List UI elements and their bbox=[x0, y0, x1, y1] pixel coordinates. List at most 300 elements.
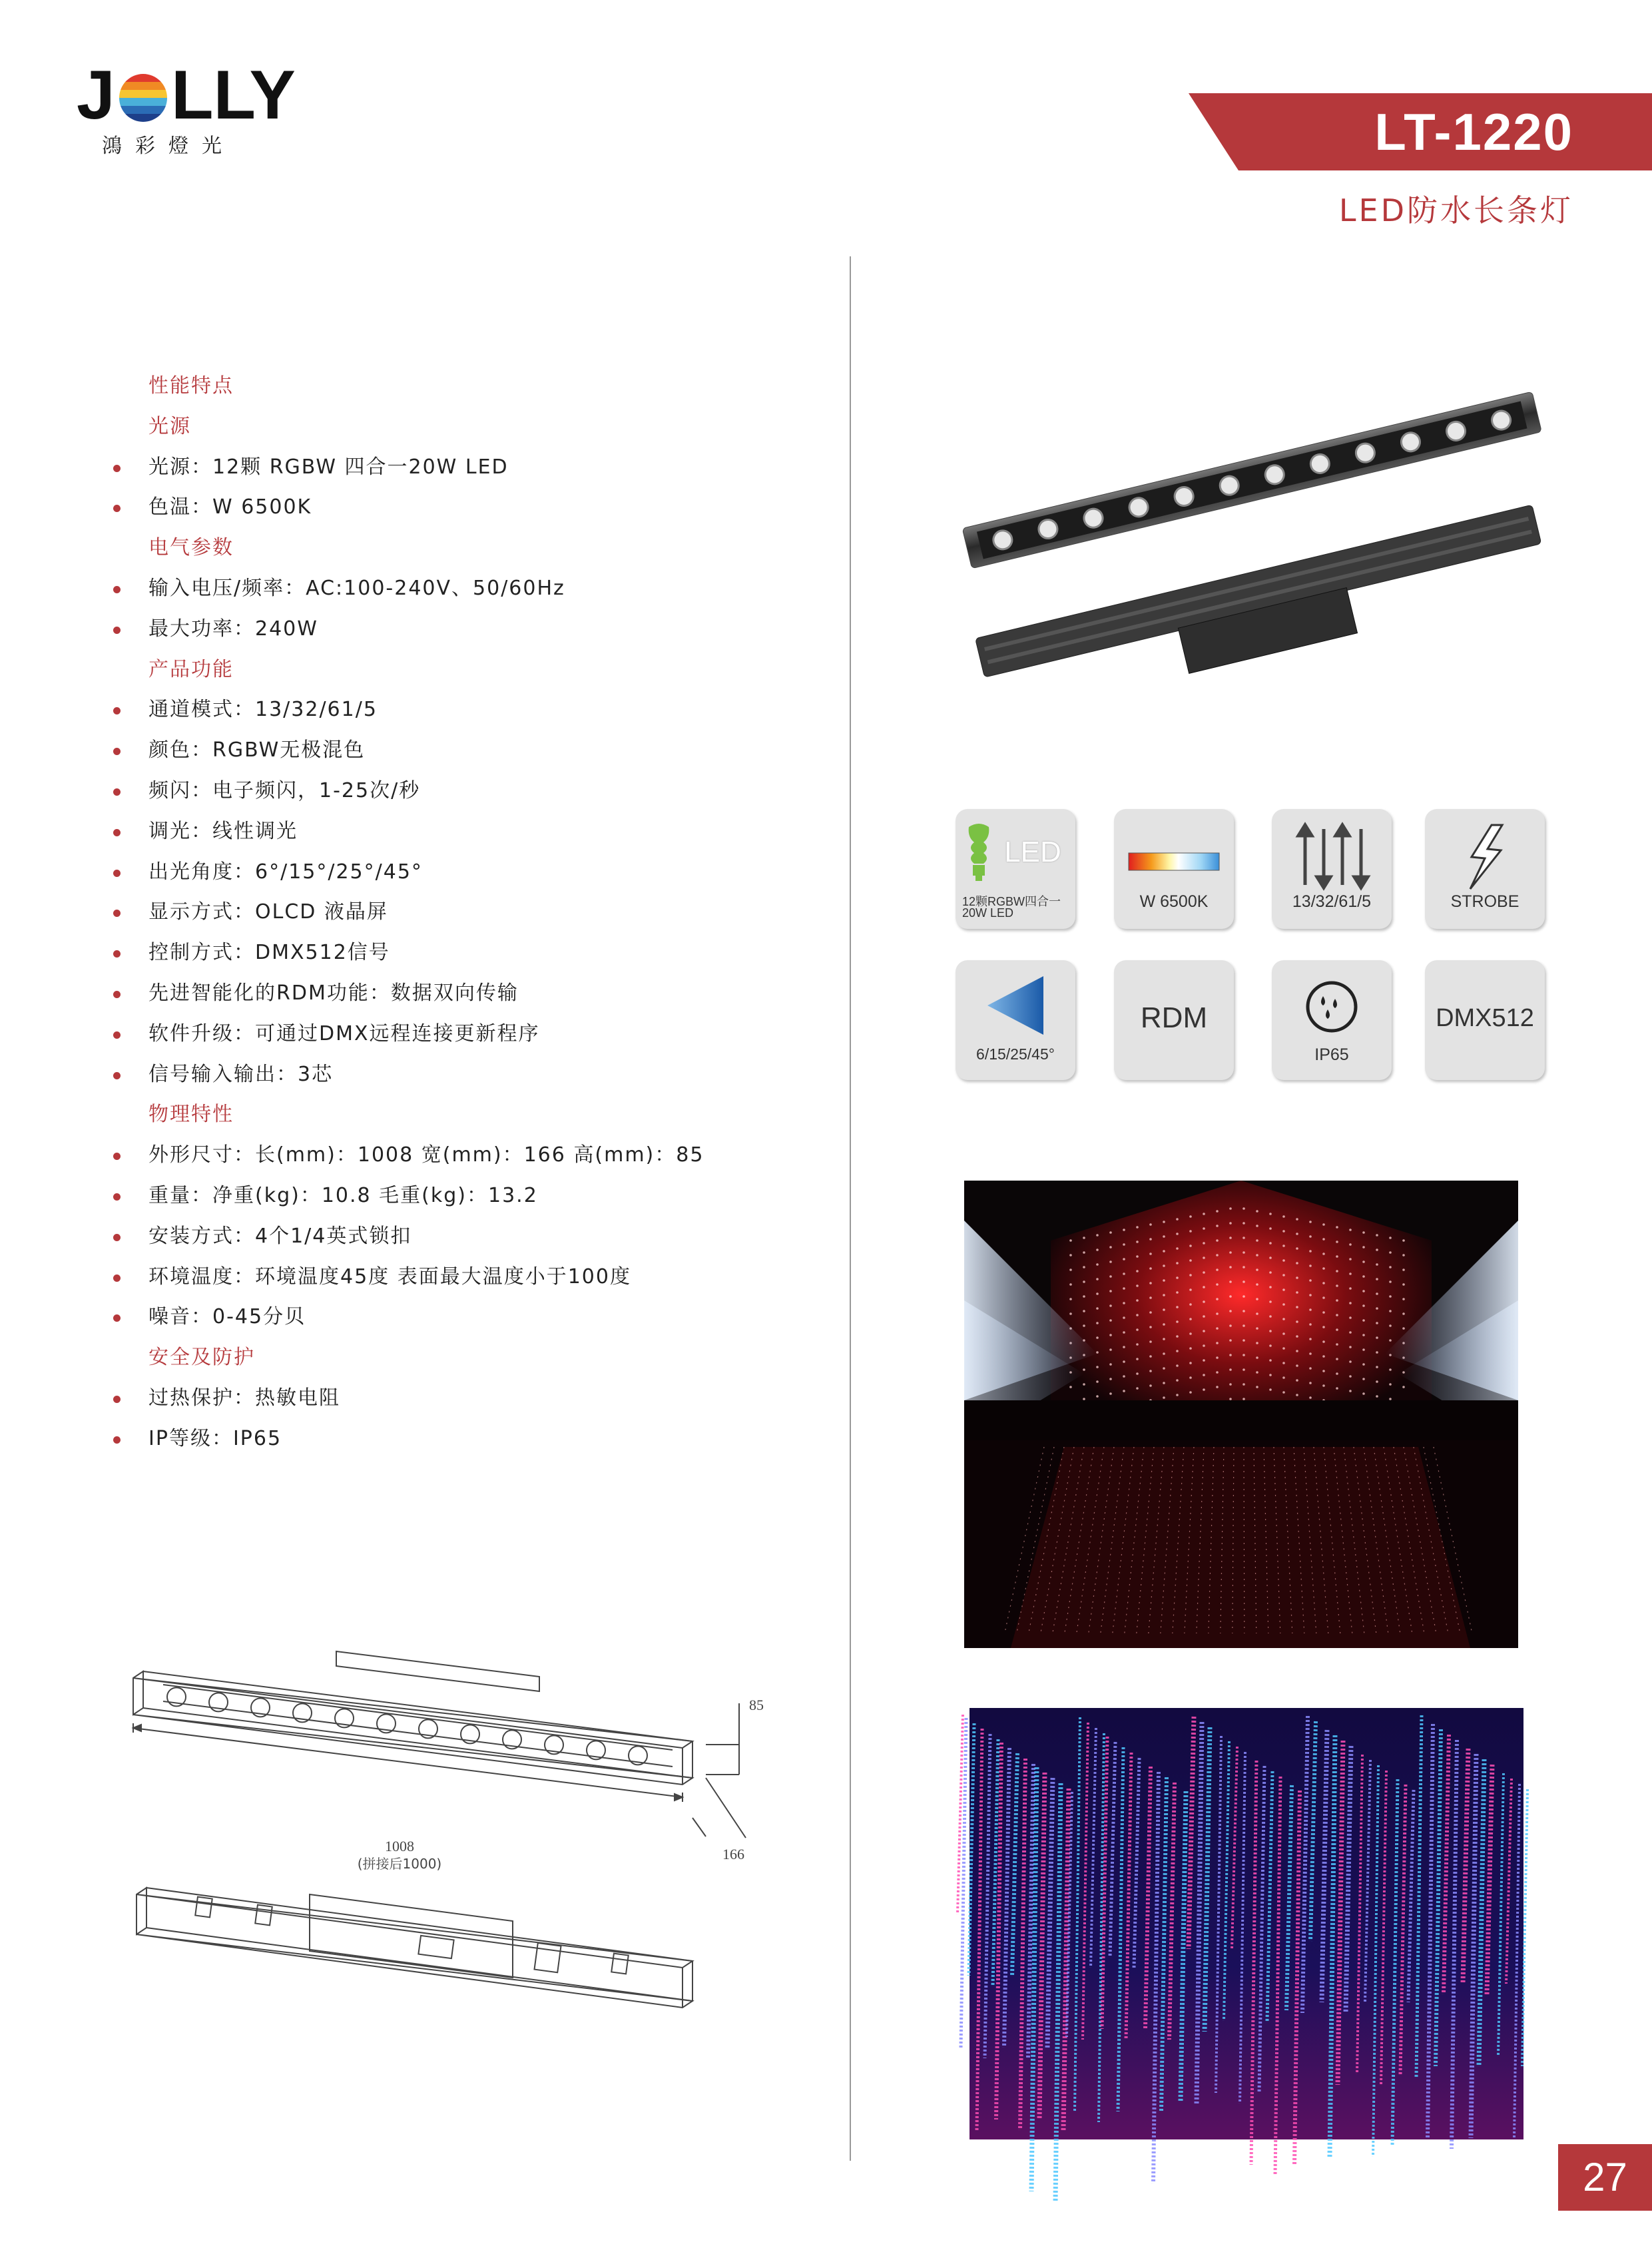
led-dot bbox=[1349, 1258, 1352, 1261]
led-dot bbox=[1229, 1222, 1232, 1225]
spec-item bbox=[113, 690, 832, 730]
led-dot bbox=[1309, 1382, 1312, 1384]
led-dot bbox=[1389, 1251, 1392, 1254]
led-dot bbox=[1176, 1247, 1179, 1250]
spec-item bbox=[113, 812, 832, 852]
led-dot bbox=[1269, 1286, 1272, 1288]
spec-text: 光源：12颗 RGBW 四合一20W LED bbox=[148, 455, 509, 479]
led-dot bbox=[1203, 1359, 1205, 1362]
vertical-divider bbox=[850, 256, 851, 2161]
led-dot bbox=[1096, 1234, 1099, 1237]
spec-section-heading bbox=[113, 407, 832, 447]
led-tube bbox=[958, 1715, 963, 1914]
led-dot bbox=[1176, 1364, 1179, 1367]
led-dot bbox=[1109, 1378, 1112, 1380]
led-dot bbox=[1296, 1394, 1298, 1396]
led-dot bbox=[1402, 1327, 1405, 1330]
spec-item bbox=[113, 852, 832, 893]
led-dot bbox=[1336, 1270, 1338, 1272]
led-dot bbox=[1296, 1291, 1298, 1294]
led-dot bbox=[1389, 1295, 1392, 1298]
led-dot bbox=[1109, 1275, 1112, 1278]
led-dot bbox=[1296, 1379, 1298, 1382]
led-dot bbox=[1069, 1239, 1072, 1242]
led-dot bbox=[1189, 1391, 1192, 1394]
led-dot bbox=[1176, 1276, 1179, 1279]
led-dot bbox=[1216, 1342, 1219, 1344]
spec-text: 噪音：0-45分贝 bbox=[148, 1305, 306, 1329]
led-dot bbox=[1242, 1251, 1245, 1254]
led-dot bbox=[1163, 1221, 1165, 1223]
bullet-icon bbox=[113, 1193, 121, 1201]
waterproof-icon bbox=[1305, 980, 1358, 1033]
led-source-icon-card bbox=[956, 809, 1075, 929]
led-dot bbox=[1176, 1233, 1179, 1235]
led-dot bbox=[1203, 1213, 1205, 1215]
led-dot bbox=[1269, 1227, 1272, 1230]
led-dot bbox=[1402, 1386, 1405, 1388]
spec-text: IP等级：IP65 bbox=[148, 1426, 282, 1450]
spec-item bbox=[113, 1419, 832, 1460]
led-dot bbox=[1242, 1266, 1245, 1268]
spec-text: 出光角度：6°/15°/25°/45° bbox=[148, 860, 423, 884]
bullet-icon bbox=[113, 505, 121, 512]
led-dot bbox=[1203, 1227, 1205, 1230]
led-dot bbox=[1136, 1299, 1139, 1302]
led-line2-label: 20W LED bbox=[962, 906, 1014, 920]
spec-text: 信号输入输出：3芯 bbox=[148, 1062, 334, 1086]
led-dot bbox=[1123, 1390, 1125, 1392]
led-dot bbox=[1229, 1324, 1232, 1327]
led-dot bbox=[1229, 1383, 1232, 1386]
led-dot bbox=[1229, 1251, 1232, 1254]
led-dot bbox=[1083, 1383, 1085, 1386]
led-dot bbox=[1083, 1295, 1085, 1298]
led-dot bbox=[1229, 1295, 1232, 1298]
led-dot bbox=[1083, 1324, 1085, 1327]
led-dot bbox=[1203, 1271, 1205, 1274]
led-dot bbox=[1163, 1250, 1165, 1253]
led-dot bbox=[1349, 1272, 1352, 1275]
led-dot bbox=[1282, 1259, 1285, 1262]
logo-sun-icon bbox=[117, 74, 170, 122]
led-dot bbox=[1349, 1375, 1352, 1378]
led-dot bbox=[1189, 1274, 1192, 1276]
bullet-icon bbox=[113, 1396, 121, 1403]
led-dot bbox=[1149, 1355, 1152, 1358]
led-dot bbox=[1296, 1233, 1298, 1235]
led-dot bbox=[1269, 1330, 1272, 1332]
led-dot bbox=[1362, 1275, 1365, 1278]
spec-item bbox=[113, 1378, 832, 1419]
spec-section-heading bbox=[113, 1095, 832, 1135]
height-dimension: 85 bbox=[749, 1697, 764, 1713]
led-dot bbox=[1163, 1308, 1165, 1311]
led-dot bbox=[1296, 1306, 1298, 1308]
spec-text: 控制方式：DMX512信号 bbox=[148, 941, 390, 965]
led-dot bbox=[1282, 1230, 1285, 1233]
led-dot bbox=[1376, 1366, 1378, 1368]
rdm-label: RDM bbox=[1140, 1001, 1208, 1034]
spec-item bbox=[113, 1014, 832, 1055]
spec-text: 性能特点 bbox=[148, 374, 234, 398]
led-dot bbox=[1376, 1263, 1378, 1266]
led-dot bbox=[1109, 1304, 1112, 1307]
channel-arrows-icon bbox=[1296, 824, 1369, 890]
led-dot bbox=[1242, 1295, 1245, 1298]
led-dot bbox=[1229, 1339, 1232, 1342]
led-dot bbox=[1136, 1226, 1139, 1229]
page-number: 27 bbox=[1583, 2155, 1627, 2199]
led-dot bbox=[1269, 1213, 1272, 1215]
led-dot bbox=[1176, 1350, 1179, 1352]
led-dot bbox=[1349, 1316, 1352, 1319]
logo-chinese-name: 鴻彩燈光 bbox=[102, 135, 235, 158]
led-dot bbox=[1256, 1371, 1258, 1374]
led-dot bbox=[1322, 1296, 1325, 1299]
model-number: LT-1220 bbox=[1374, 103, 1573, 161]
spec-item bbox=[113, 569, 832, 609]
led-dot bbox=[1229, 1354, 1232, 1356]
led-dot bbox=[1242, 1207, 1245, 1210]
led-dot bbox=[1163, 1235, 1165, 1238]
led-dot bbox=[1322, 1311, 1325, 1314]
led-dot bbox=[1269, 1271, 1272, 1274]
led-dot bbox=[1242, 1354, 1245, 1356]
spec-item bbox=[113, 730, 832, 771]
strobe-label: STROBE bbox=[1450, 892, 1519, 911]
ip-rating-label: IP65 bbox=[1314, 1045, 1349, 1064]
led-dot bbox=[1069, 1298, 1072, 1300]
led-dot bbox=[1083, 1310, 1085, 1312]
led-dot bbox=[1376, 1307, 1378, 1310]
led-dot bbox=[1123, 1360, 1125, 1363]
led-dot bbox=[1109, 1231, 1112, 1234]
bullet-icon bbox=[113, 788, 121, 796]
led-dot bbox=[1402, 1268, 1405, 1271]
led-dot bbox=[1256, 1210, 1258, 1213]
led-dot bbox=[1203, 1242, 1205, 1245]
led-dot bbox=[1189, 1230, 1192, 1233]
bullet-icon bbox=[113, 465, 121, 472]
led-dot bbox=[1296, 1320, 1298, 1323]
spec-item bbox=[113, 1297, 832, 1338]
bullet-icon bbox=[113, 1274, 121, 1282]
led-dot bbox=[1176, 1379, 1179, 1382]
led-dot bbox=[1336, 1358, 1338, 1360]
led-dot bbox=[1136, 1241, 1139, 1243]
spec-item bbox=[113, 892, 832, 933]
led-dot bbox=[1123, 1272, 1125, 1275]
led-dot bbox=[1136, 1255, 1139, 1258]
led-dot bbox=[1069, 1312, 1072, 1315]
led-dot bbox=[1163, 1396, 1165, 1399]
led-dot bbox=[1349, 1229, 1352, 1231]
led-dot bbox=[1376, 1234, 1378, 1237]
led-dot bbox=[1189, 1245, 1192, 1247]
led-dot bbox=[1322, 1340, 1325, 1343]
led-dot bbox=[1096, 1249, 1099, 1251]
led-dot bbox=[1123, 1302, 1125, 1304]
led-dot bbox=[1322, 1238, 1325, 1241]
led-dot bbox=[1309, 1294, 1312, 1296]
led-dot bbox=[1149, 1296, 1152, 1299]
led-dot bbox=[1242, 1237, 1245, 1239]
led-dot bbox=[1269, 1374, 1272, 1376]
led-dot bbox=[1242, 1339, 1245, 1342]
led-dot bbox=[1282, 1391, 1285, 1394]
spec-text: 调光：线性调光 bbox=[148, 819, 298, 843]
led-dot bbox=[1149, 1340, 1152, 1343]
led-dot bbox=[1163, 1264, 1165, 1267]
led-dot bbox=[1349, 1287, 1352, 1290]
color-temp-icon-card bbox=[1114, 809, 1234, 929]
led-line1-label: 12颗RGBW四合一 bbox=[962, 895, 1061, 908]
led-dot bbox=[1096, 1278, 1099, 1280]
lightning-icon bbox=[1458, 824, 1512, 890]
led-dot bbox=[1203, 1286, 1205, 1288]
led-dot bbox=[1282, 1318, 1285, 1320]
bullet-icon bbox=[113, 627, 121, 634]
led-dot bbox=[1203, 1330, 1205, 1332]
led-dot bbox=[1229, 1266, 1232, 1268]
color-temp-label: W 6500K bbox=[1139, 892, 1209, 911]
led-dot bbox=[1256, 1327, 1258, 1330]
led-dot bbox=[1216, 1210, 1219, 1213]
led-dot bbox=[1402, 1283, 1405, 1286]
spec-text: 环境温度：环境温度45度 表面最大温度小于100度 bbox=[148, 1264, 631, 1288]
led-dot bbox=[1069, 1268, 1072, 1271]
spec-text: 输入电压/频率：AC:100-240V、50/60Hz bbox=[148, 576, 565, 600]
spec-text: 物理特性 bbox=[148, 1103, 234, 1127]
led-dot bbox=[1282, 1274, 1285, 1276]
led-dot bbox=[1149, 1370, 1152, 1372]
led-dot bbox=[1402, 1254, 1405, 1257]
spec-section-heading bbox=[113, 528, 832, 569]
led-dot bbox=[1349, 1360, 1352, 1363]
led-dot bbox=[1229, 1207, 1232, 1210]
spec-item bbox=[113, 609, 832, 650]
led-dot bbox=[1109, 1246, 1112, 1249]
led-dot bbox=[1109, 1290, 1112, 1292]
length-note: (拼接后1000) bbox=[357, 1856, 442, 1872]
svg-text:J: J bbox=[77, 57, 115, 134]
spec-item bbox=[113, 487, 832, 528]
led-dot bbox=[1149, 1223, 1152, 1226]
led-dot bbox=[1163, 1352, 1165, 1355]
bullet-icon bbox=[113, 1031, 121, 1039]
led-dot bbox=[1362, 1334, 1365, 1336]
led-dot bbox=[1282, 1245, 1285, 1247]
led-dot bbox=[1203, 1344, 1205, 1347]
led-dot bbox=[1402, 1312, 1405, 1315]
led-dot bbox=[1109, 1348, 1112, 1351]
led-dot bbox=[1269, 1300, 1272, 1303]
spec-list bbox=[113, 366, 832, 1460]
led-big-label: LED bbox=[1004, 836, 1061, 868]
led-dot bbox=[1176, 1262, 1179, 1264]
led-dot bbox=[1136, 1284, 1139, 1287]
channel-mode-label: 13/32/61/5 bbox=[1292, 892, 1372, 911]
led-dot bbox=[1296, 1364, 1298, 1367]
led-dot bbox=[1389, 1368, 1392, 1371]
bullet-icon bbox=[113, 586, 121, 593]
spec-text: 过热保护：热敏电阻 bbox=[148, 1386, 340, 1410]
spec-text: 电气参数 bbox=[148, 536, 234, 560]
led-dot bbox=[1123, 1287, 1125, 1290]
spec-item bbox=[113, 771, 832, 812]
led-dot bbox=[1069, 1386, 1072, 1388]
led-dot bbox=[1189, 1318, 1192, 1320]
bullet-icon bbox=[113, 1314, 121, 1322]
led-dot bbox=[1109, 1261, 1112, 1263]
ip-rating-icon-card bbox=[1272, 960, 1392, 1080]
led-dot bbox=[1109, 1319, 1112, 1322]
led-dot bbox=[1189, 1347, 1192, 1350]
led-dot bbox=[1136, 1314, 1139, 1316]
length-dimension: 1008 bbox=[385, 1838, 414, 1854]
led-dot bbox=[1256, 1283, 1258, 1286]
led-dot bbox=[1216, 1327, 1219, 1330]
led-dot bbox=[1229, 1310, 1232, 1312]
led-dot bbox=[1096, 1292, 1099, 1295]
led-dot bbox=[1256, 1312, 1258, 1315]
led-dot bbox=[1123, 1316, 1125, 1319]
led-dot bbox=[1336, 1387, 1338, 1390]
led-dot bbox=[1309, 1235, 1312, 1238]
led-dot bbox=[1362, 1231, 1365, 1234]
led-dot bbox=[1256, 1342, 1258, 1344]
led-dot bbox=[1163, 1338, 1165, 1340]
bullet-icon bbox=[113, 707, 121, 714]
beam-angle-icon-card bbox=[956, 960, 1075, 1080]
led-dot bbox=[1309, 1279, 1312, 1282]
led-dot bbox=[1242, 1310, 1245, 1312]
led-dot bbox=[1349, 1390, 1352, 1392]
led-dot bbox=[1362, 1319, 1365, 1322]
led-dot bbox=[1216, 1386, 1219, 1388]
led-dot bbox=[1176, 1335, 1179, 1338]
led-dot bbox=[1149, 1311, 1152, 1314]
led-dot bbox=[1322, 1267, 1325, 1270]
led-dot bbox=[1256, 1386, 1258, 1388]
led-dot bbox=[1296, 1247, 1298, 1250]
led-dot bbox=[1096, 1380, 1099, 1383]
led-dot bbox=[1176, 1291, 1179, 1294]
led-dot bbox=[1296, 1335, 1298, 1338]
led-dot bbox=[1136, 1328, 1139, 1331]
led-dot bbox=[1216, 1225, 1219, 1227]
led-dot bbox=[1216, 1254, 1219, 1257]
led-dot bbox=[1163, 1279, 1165, 1282]
product-image bbox=[959, 373, 1545, 706]
led-dot bbox=[1163, 1294, 1165, 1296]
led-dot bbox=[1309, 1338, 1312, 1340]
led-dot bbox=[1376, 1395, 1378, 1398]
led-dot bbox=[1256, 1298, 1258, 1300]
led-dot bbox=[1203, 1388, 1205, 1391]
led-dot bbox=[1229, 1280, 1232, 1283]
led-dot bbox=[1216, 1298, 1219, 1300]
bullet-icon bbox=[113, 950, 121, 958]
led-dot bbox=[1269, 1359, 1272, 1362]
led-dot bbox=[1242, 1383, 1245, 1386]
led-dot bbox=[1123, 1258, 1125, 1261]
led-dot bbox=[1242, 1222, 1245, 1225]
led-dot bbox=[1376, 1336, 1378, 1339]
led-dot bbox=[1389, 1324, 1392, 1327]
led-dot bbox=[1189, 1215, 1192, 1218]
led-dot bbox=[1216, 1356, 1219, 1359]
led-dot bbox=[1282, 1362, 1285, 1364]
led-dot bbox=[1229, 1398, 1232, 1400]
spec-item bbox=[113, 974, 832, 1014]
led-dot bbox=[1362, 1348, 1365, 1351]
spec-text: 重量：净重(kg)：10.8 毛重(kg)：13.2 bbox=[148, 1183, 538, 1207]
spec-text: 通道模式：13/32/61/5 bbox=[148, 698, 378, 722]
led-dot bbox=[1269, 1388, 1272, 1391]
led-dot bbox=[1216, 1283, 1219, 1286]
led-dot bbox=[1163, 1323, 1165, 1326]
led-dot bbox=[1083, 1280, 1085, 1283]
led-dot bbox=[1296, 1262, 1298, 1264]
led-dot bbox=[1096, 1366, 1099, 1368]
led-dot bbox=[1136, 1372, 1139, 1375]
spec-section-heading bbox=[113, 1338, 832, 1378]
rdm-icon-card bbox=[1114, 960, 1234, 1080]
led-dot bbox=[1069, 1254, 1072, 1257]
led-dot bbox=[1163, 1382, 1165, 1384]
led-dot bbox=[1203, 1315, 1205, 1318]
led-dot bbox=[1389, 1383, 1392, 1386]
led-dot bbox=[1176, 1320, 1179, 1323]
led-dot bbox=[1336, 1299, 1338, 1302]
led-dot bbox=[1309, 1367, 1312, 1370]
led-dot bbox=[1349, 1243, 1352, 1246]
led-dot bbox=[1322, 1253, 1325, 1255]
led-dot bbox=[1282, 1215, 1285, 1218]
led-dot bbox=[1256, 1239, 1258, 1242]
led-dot bbox=[1362, 1261, 1365, 1263]
led-dot bbox=[1149, 1238, 1152, 1241]
bullet-icon bbox=[113, 829, 121, 836]
led-dot bbox=[1176, 1306, 1179, 1308]
bullet-icon bbox=[113, 910, 121, 917]
spec-text: 产品功能 bbox=[148, 657, 234, 681]
led-dot bbox=[1189, 1259, 1192, 1262]
beam-angle-label: 6/15/25/45° bbox=[976, 1045, 1055, 1063]
bullet-icon bbox=[113, 991, 121, 998]
led-dot bbox=[1189, 1288, 1192, 1291]
led-dot bbox=[1149, 1267, 1152, 1270]
led-dot bbox=[1389, 1339, 1392, 1342]
strobe-icon-card bbox=[1425, 809, 1545, 929]
led-dot bbox=[1216, 1268, 1219, 1271]
led-dot bbox=[1256, 1225, 1258, 1227]
led-dot bbox=[1109, 1363, 1112, 1366]
led-dot bbox=[1336, 1284, 1338, 1287]
led-dot bbox=[1376, 1322, 1378, 1324]
led-dot bbox=[1176, 1218, 1179, 1221]
led-dot bbox=[1069, 1283, 1072, 1286]
spec-text: 安全及防护 bbox=[148, 1346, 255, 1370]
width-dimension: 166 bbox=[722, 1846, 744, 1862]
svg-text:LLY: LLY bbox=[171, 57, 296, 134]
led-dot bbox=[1109, 1392, 1112, 1395]
led-dot bbox=[1269, 1315, 1272, 1318]
dmx-icon-card bbox=[1425, 960, 1545, 1080]
led-dot bbox=[1322, 1326, 1325, 1328]
